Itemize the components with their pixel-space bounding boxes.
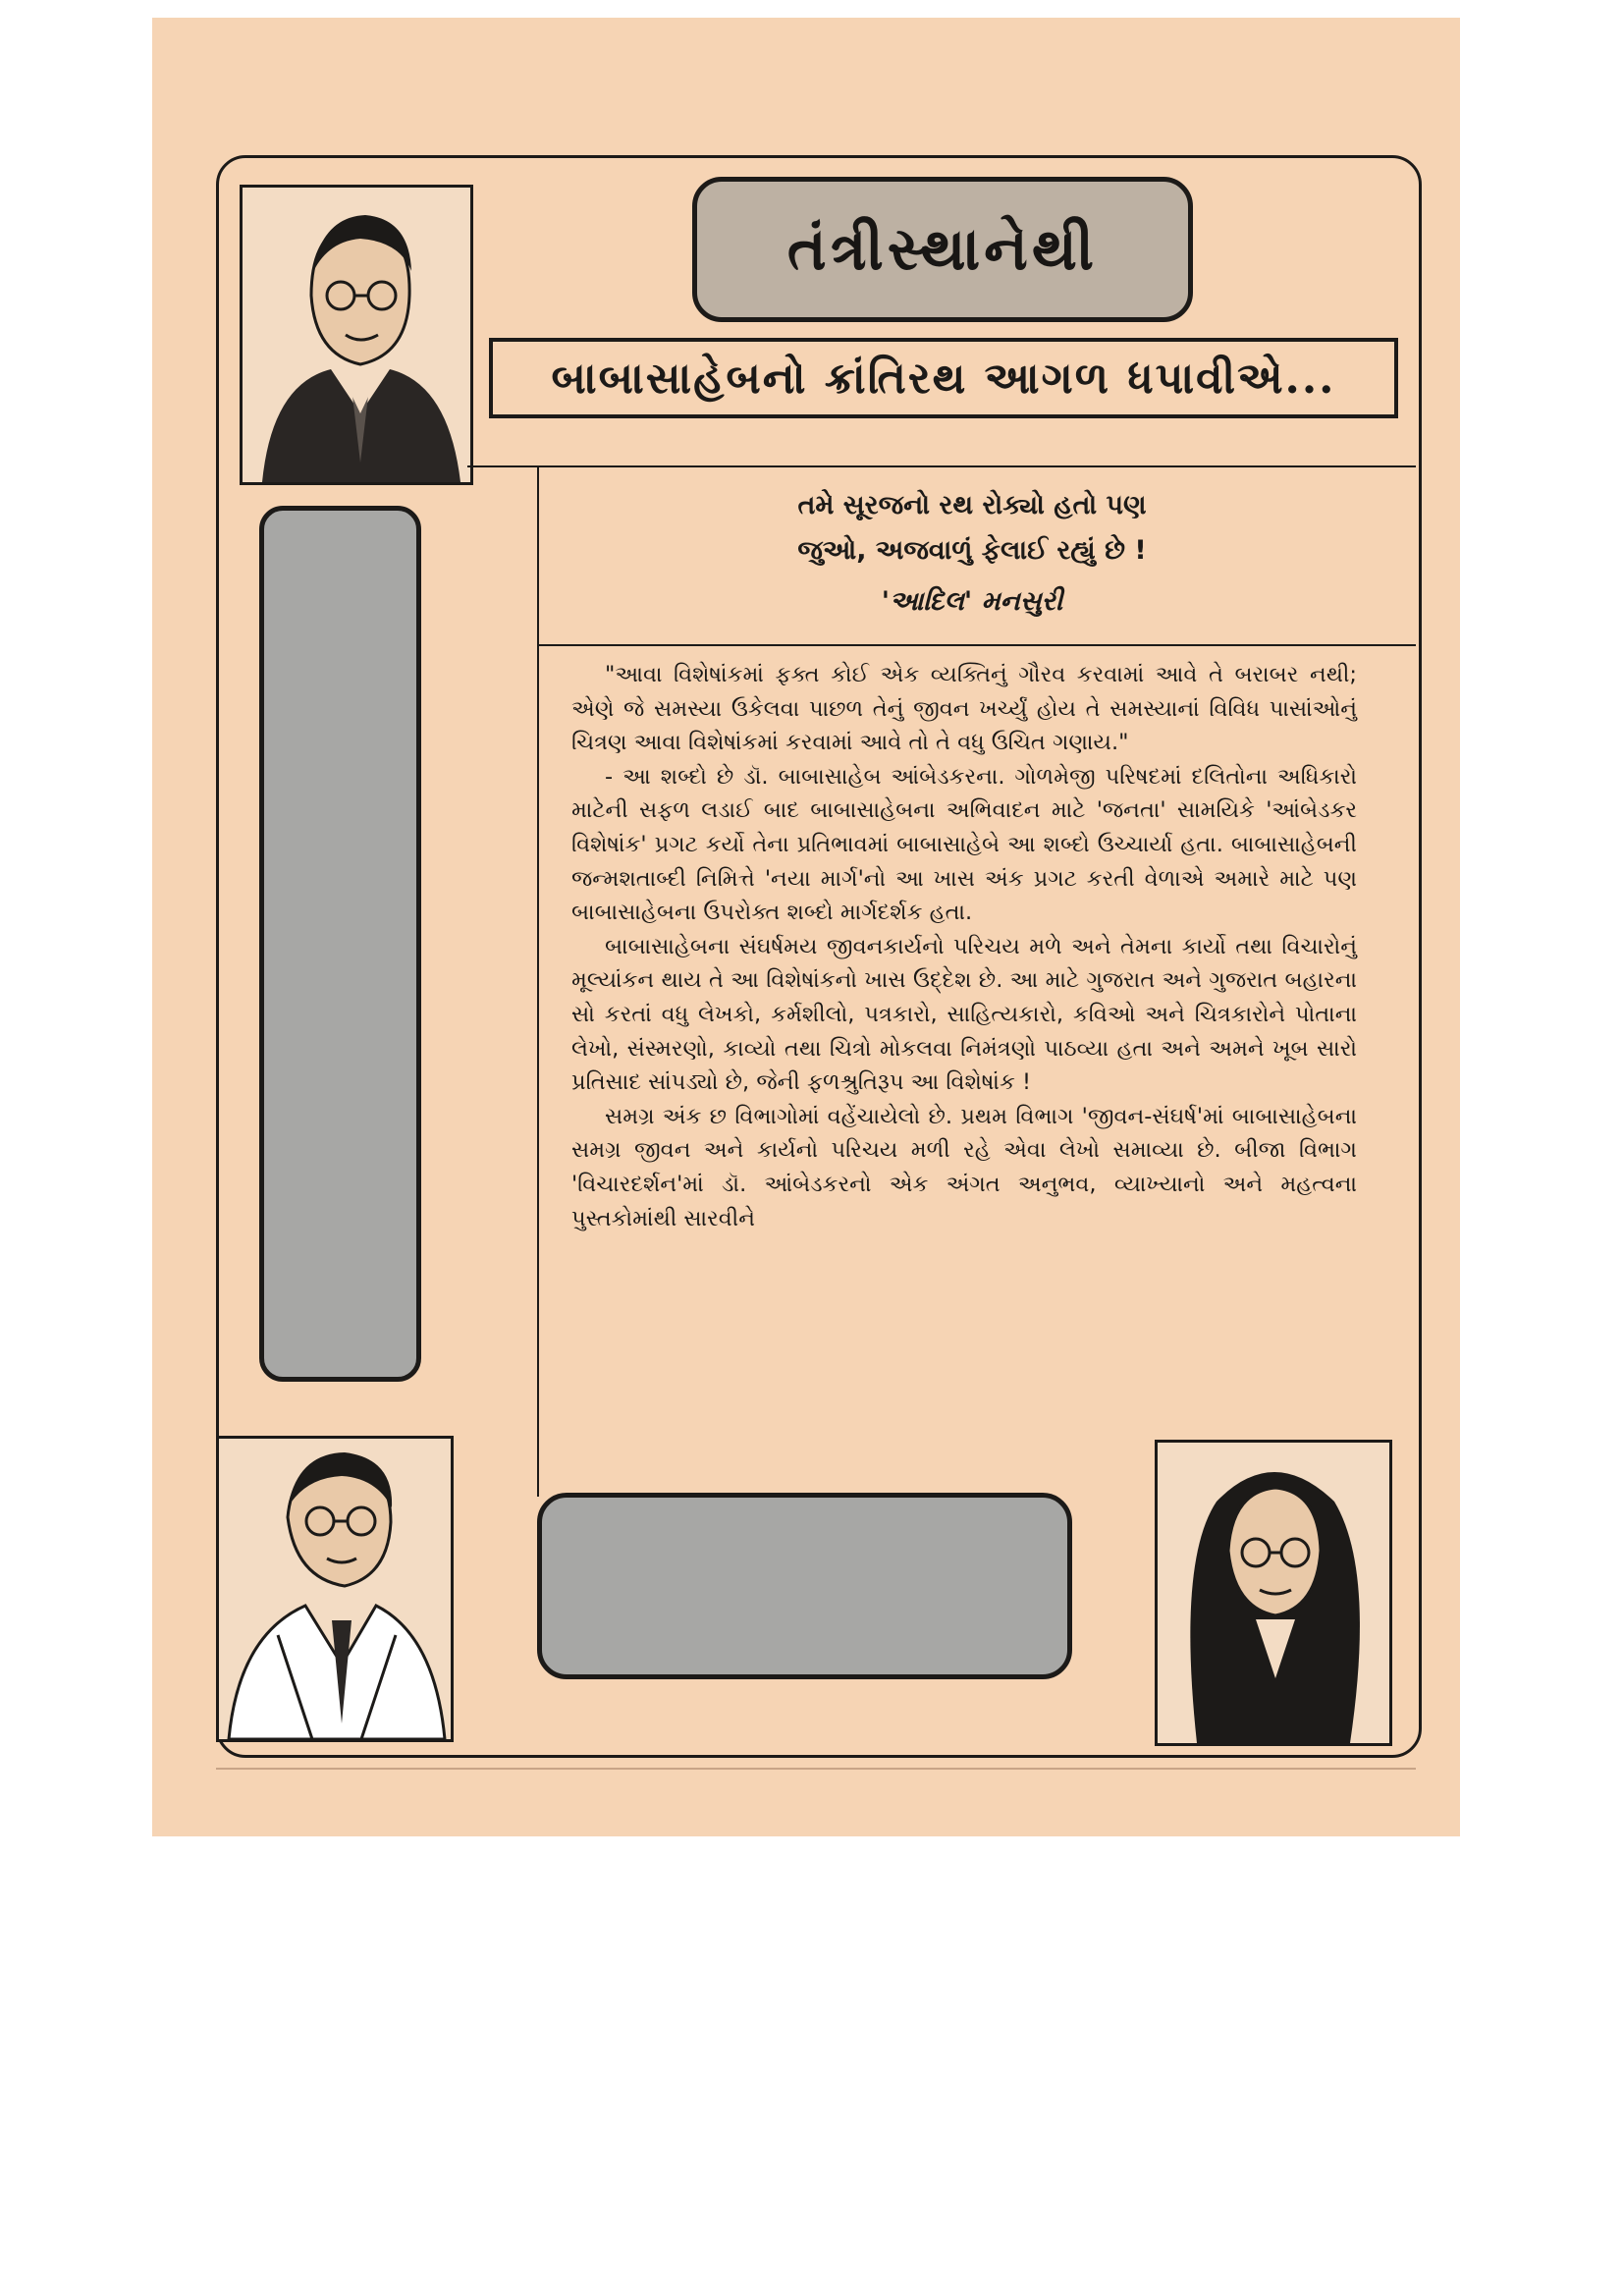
poem-author: 'આદિલ' મનસુરી (881, 586, 1063, 617)
portrait-sketch-bottom-left (216, 1436, 454, 1742)
divider-under-headline (467, 465, 1416, 467)
bottom-decorative-box (537, 1493, 1072, 1679)
article-headline: બાબાસાહેબનો ક્રાંતિરથ આગળ ધપાવીએ... (551, 353, 1336, 404)
column-divider (537, 465, 539, 1497)
poem-line-2: જુઓ, અજવાળું ફેલાઈ રહ્યું છે ! (797, 535, 1147, 566)
side-decorative-bar (259, 506, 421, 1382)
headline-box (489, 338, 1398, 418)
footer-rule (216, 1768, 1416, 1770)
divider-under-poem (538, 644, 1416, 646)
portrait-drawing (1158, 1443, 1389, 1743)
portrait-drawing (219, 1439, 451, 1739)
article-paragraph: - આ શબ્દો છે ડૉ. બાબાસાહેબ આંબેડકરના. ગોળમેજી પરિષદમાં દલિતોના અધિકારો માટેની સફળ લડાઈ બાદ બાબાસાહેબના અભિવાદન માટે 'જનતા' સામયિકે 'આંબેડકર વિશેષાંક' પ્રગટ કર્યો તેના પ્રતિભાવમાં બાબાસાહેબે આ શબ્દો ઉચ્ચાર્યા હતા. બાબાસાહેબની જન્મશતાબ્દી નિમિત્તે 'નયા માર્ગ'નો આ ખાસ અંક પ્રગટ કરતી વેળાએ અમારે માટે પણ બાબાસાહેબના ઉપરોક્ત શબ્દો માર્ગદર્શક હતા. (571, 763, 1357, 926)
masthead-title: તંત્રીસ્થાનેથી (786, 215, 1099, 284)
article-body (571, 658, 1357, 1235)
article-paragraph: બાબાસાહેબના સંઘર્ષમય જીવનકાર્યનો પરિચય મળે અને તેમના કાર્યો તથા વિચારોનું મૂલ્યાંકન થાય તે આ વિશેષાંકનો ખાસ ઉદ્દેશ છે. આ માટે ગુજરાત અને ગુજરાત બહારના સો કરતાં વધુ લેખકો, કર્મશીલો, પત્રકારો, સાહિત્યકારો, કવિઓ અને ચિત્રકારોને પોતાના લેખો, સંસ્મરણો, કાવ્યો તથા ચિત્રો મોકલવા નિમંત્રણો પાઠવ્યા હતા અને અમને ખૂબ સારો પ્રતિસાદ સાંપડ્યો છે, જેની ફળશ્રુતિરૂપ આ વિશેષાંક ! (571, 933, 1357, 1096)
portrait-sketch-bottom-right (1155, 1440, 1392, 1746)
portrait-drawing (243, 188, 470, 482)
article-paragraph: "આવા વિશેષાંકમાં ફક્ત કોઈ એક વ્યક્તિનું ગૌરવ કરવામાં આવે તે બરાબર નથી; એણે જે સમસ્યા ઉકેલવા પાછળ તેનું જીવન ખર્ચ્યું હોય તે સમસ્યાનાં વિવિધ પાસાંઓનું ચિત્રણ આવા વિશેષાંકમાં કરવામાં આવે તો તે વધુ ઉચિત ગણાય." (571, 662, 1357, 756)
epigraph-poem (628, 483, 1316, 625)
poem-line-1: તમે સૂરજનો રથ રોક્યો હતો પણ (797, 490, 1147, 520)
portrait-sketch-top-left (240, 185, 473, 485)
masthead-box (692, 177, 1193, 322)
article-paragraph: સમગ્ર અંક છ વિભાગોમાં વહેંચાયેલો છે. પ્રથમ વિભાગ 'જીવન-સંઘર્ષ'માં બાબાસાહેબના સમગ્ર જીવન અને કાર્યનો પરિચય મળી રહે એવા લેખો સમાવ્યા છે. બીજા વિભાગ 'વિચારદર્શન'માં ડૉ. આંબેડકરનો એક અંગત અનુભવ, વ્યાખ્યાનો અને મહત્વના પુસ્તકોમાંથી સારવીને (571, 1103, 1357, 1231)
